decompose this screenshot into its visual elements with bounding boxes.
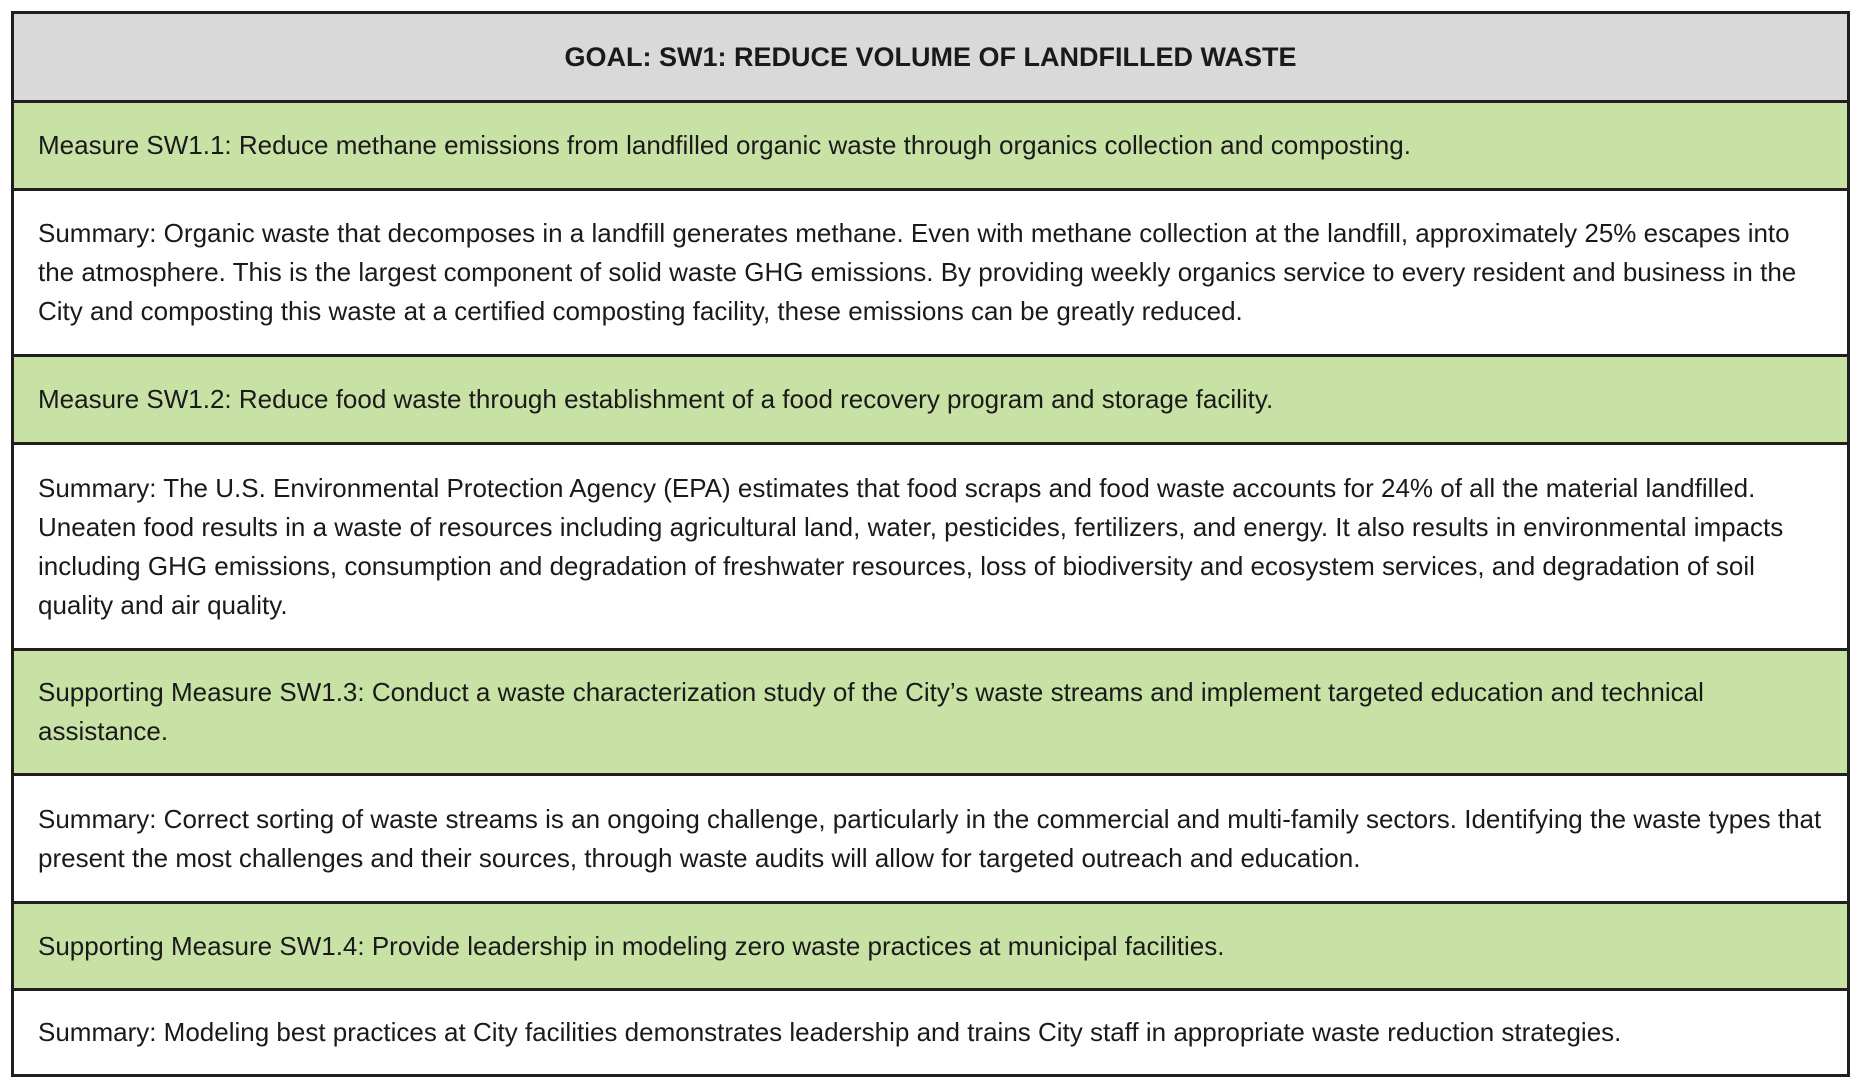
- summary-sw1-2-text: Summary: The U.S. Environmental Protection Agency (EPA) estimates that food scraps and food waste accounts for 24% of all the material landfilled. Uneaten food results in a waste of resources including agricultural land, water, pesticides, fertilizers, and energy. It also results in environmental impacts including GHG emissions, consumption and degradation of freshwater resources, loss of biodiversity and ecosystem services, and degradation of soil quality and air quality.: [38, 472, 1784, 620]
- measure-row-sw1-1: [14, 100, 1847, 188]
- summary-row-sw1-1: [14, 188, 1847, 354]
- goal-header-row: [14, 14, 1847, 100]
- summary-sw1-3-text: Summary: Correct sorting of waste streams is an ongoing challenge, particularly in the commercial and multi-family sectors. Identifying the waste types that present the most challenges and their sources, through waste audits will allow for targeted outreach and education.: [38, 803, 1822, 873]
- measure-row-sw1-4: [14, 901, 1847, 988]
- summary-row-sw1-2: [14, 442, 1847, 648]
- measure-row-sw1-2: [14, 354, 1847, 442]
- goal-table: [11, 11, 1850, 1077]
- measure-row-sw1-3: [14, 648, 1847, 773]
- summary-sw1-4-text: Summary: Modeling best practices at City facilities demonstrates leadership and trains City staff in appropriate waste reduction strategies.: [38, 1017, 1622, 1047]
- summary-row-sw1-4: [14, 988, 1847, 1074]
- goal-title: GOAL: SW1: REDUCE VOLUME OF LANDFILLED WASTE: [564, 41, 1297, 72]
- measure-sw1-3-text: Supporting Measure SW1.3: Conduct a waste characterization study of the City’s waste streams and implement targeted education and technical assistance.: [38, 677, 1704, 746]
- measure-sw1-2-text: Measure SW1.2: Reduce food waste through establishment of a food recovery program and storage facility.: [38, 384, 1274, 414]
- summary-sw1-1-text: Summary: Organic waste that decomposes in a landfill generates methane. Even with methane collection at the landfill, approximately 25% escapes into the atmosphere. This is the largest component of solid waste GHG emissions. By providing weekly organics service to every resident and business in the City and composting this waste at a certified composting facility, these emissions can be greatly reduced.: [38, 218, 1797, 326]
- measure-sw1-4-text: Supporting Measure SW1.4: Provide leadership in modeling zero waste practices at municipal facilities.: [38, 930, 1225, 961]
- measure-sw1-1-text: Measure SW1.1: Reduce methane emissions from landfilled organic waste through organics collection and composting.: [38, 130, 1411, 160]
- summary-row-sw1-3: [14, 773, 1847, 901]
